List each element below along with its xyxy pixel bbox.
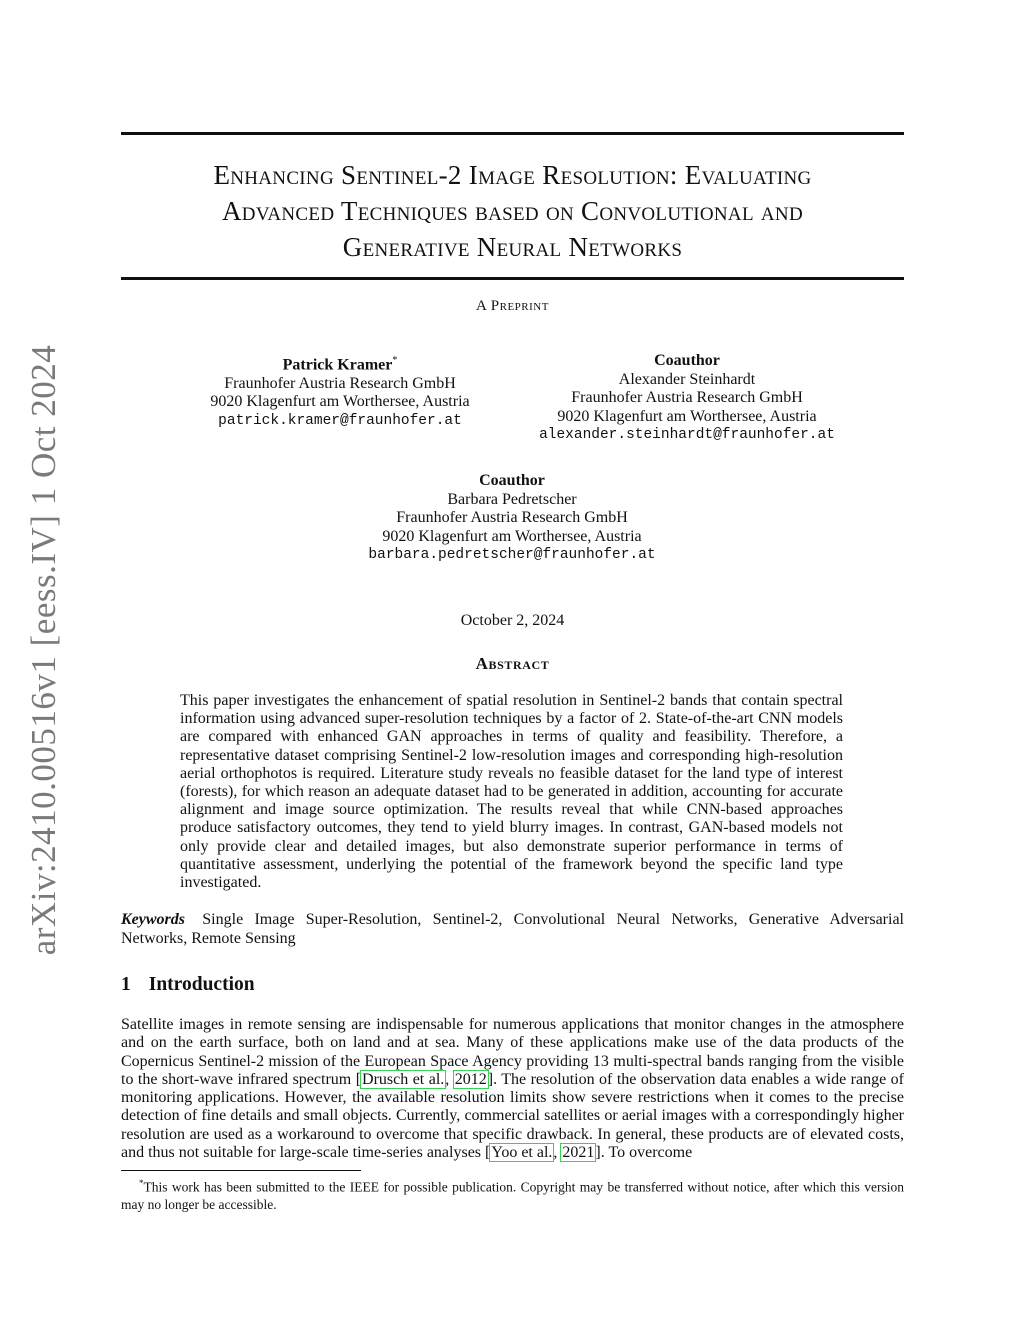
author-address: 9020 Klagenfurt am Worthersee, Austria [210,393,470,411]
footnote-mark: * [139,1178,144,1188]
citation-link-year[interactable]: 2012 [454,1070,487,1088]
citation-separator: , [553,1144,562,1162]
paragraph-text: ]. To overcome [595,1144,693,1162]
title-rule-top [121,132,904,135]
footnote-rule [121,1170,361,1171]
publication-date: October 2, 2024 [460,612,565,629]
introduction-paragraph [121,1016,904,1162]
citation-link-author[interactable]: Yoo et al. [491,1144,553,1162]
author-block-2 [527,352,847,445]
section-title: Introduction [148,974,255,995]
preprint-label: A Preprint [476,298,549,314]
section-number: 1 [121,974,131,995]
title-line: Advanced Techniques based on Convolutional and [222,196,803,226]
author-block-1 [180,352,500,430]
title-line: Generative Neural Networks [342,232,683,262]
citation-separator: , [445,1070,454,1088]
author-email[interactable]: barbara.pedretscher@fraunhofer.at [368,547,656,563]
author-name: Patrick Kramer [282,356,393,374]
author-address: 9020 Klagenfurt am Worthersee, Austria [557,407,817,425]
author-name: Barbara Pedretscher [447,490,577,508]
paper-title [121,157,904,265]
keywords [121,911,904,948]
author-affiliation: Fraunhofer Austria Research GmbH [571,389,803,406]
section-heading [121,974,255,996]
author-email[interactable]: alexander.steinhardt@fraunhofer.at [539,427,835,443]
author-affiliation: Fraunhofer Austria Research GmbH [396,509,628,526]
author-email[interactable]: patrick.kramer@fraunhofer.at [218,412,462,429]
footnote-mark[interactable]: * [392,355,398,366]
author-address: 9020 Klagenfurt am Worthersee, Austria [382,527,642,545]
abstract-heading: Abstract [475,654,550,673]
abstract-text: This paper investigates the enhancement of spatial resolution in Sentinel-2 bands that contain spectral information using advanced super-resolution techniques by a factor of 2. State-of-the-art CNN models are compared with enhanced GAN approaches in terms of quality and feasibility. Therefore, a representative dataset comprising Sentinel-2 low-resolution images and corresponding high-resolution aerial orthophotos is required. Literature study reveals no feasible dataset for the land type of interest (forests), for which reason an adequate dataset had to be generated in addition, accounting for accurate alignment and image source optimization. The results reveal that while CNN-based approaches produce satisfactory outcomes, they tend to yield blurry images. In contrast, GAN-based models not only provide clear and detailed images, but also demonstrate superior performance in terms of quantitative assessment, underlying the potential of the framework beyond the specific land type investigated. [180,692,843,892]
title-line: Enhancing Sentinel-2 Image Resolution: Evaluating [213,160,812,190]
paragraph-text: Satellite images in remote sensing are indispensable for numerous applications that monitor changes in the atmosphere and on the earth surface, both on land and at sea. Many of these applications make use of the data products of the Copernicus Sentinel-2 mission of the European Space Agency providing 13 multi-spectral bands ranging from the visible to the short-wave infrared spectrum [ [121,1016,904,1088]
arxiv-identifier[interactable]: arXiv:2410.00516v1 [eess.IV] 1 Oct 2024 [24,344,63,956]
author-block-3 [352,472,672,565]
paragraph-text: ]. The resolution of the observation data enables a wide range of monitoring applications. However, the available resolution limits show severe restrictions when it comes to the precise detection of fine details and small objects. Currently, commercial satellites or aerial images with a correspondingly higher resolution are used as a workaround to overcome that specific drawback. In general, these products are of elevated costs, and thus not suitable for large-scale time-series analyses [ [121,1070,905,1162]
author-role: Coauthor [479,472,545,489]
citation-link-author[interactable]: Drusch et al. [362,1070,445,1088]
title-rule-bottom [121,277,904,280]
author-role: Coauthor [654,352,720,369]
author-name: Alexander Steinhardt [618,370,756,388]
author-affiliation: Fraunhofer Austria Research GmbH [224,374,456,392]
keywords-label: Keywords [121,911,185,928]
footnote-text: This work has been submitted to the IEEE for possible publication. Copyright may be transferred without notice, after which this version may no longer be accessible. [121,1179,904,1212]
citation-link-year[interactable]: 2021 [562,1144,595,1162]
footnote [121,1175,904,1213]
keywords-text: Single Image Super-Resolution, Sentinel-2, Convolutional Neural Networks, Generative Adversarial Networks, Remote Sensing [121,911,905,947]
